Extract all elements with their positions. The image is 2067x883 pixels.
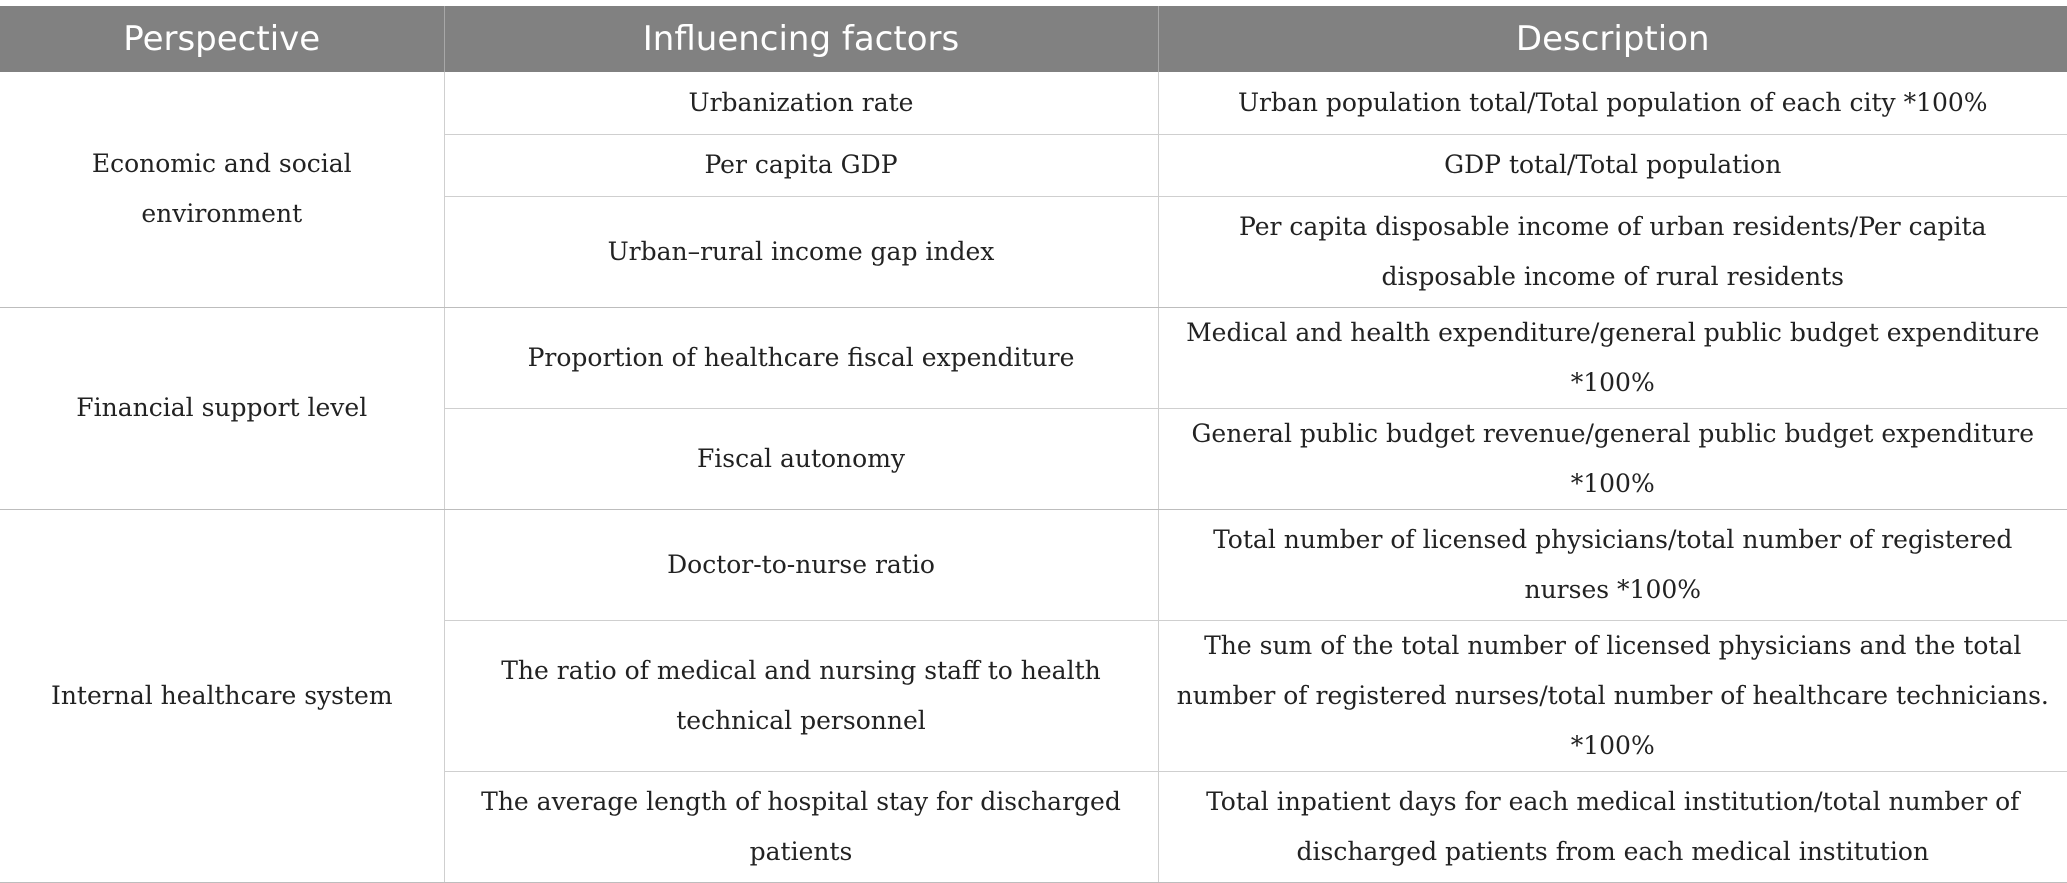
factor-cell: Fiscal autonomy <box>444 408 1158 509</box>
factor-cell: Urbanization rate <box>444 72 1158 134</box>
perspective-cell: Internal healthcare system <box>0 509 444 882</box>
factor-cell: Per capita GDP <box>444 134 1158 196</box>
table-row <box>0 72 2067 134</box>
perspective-cell: Economic and social environment <box>0 72 444 307</box>
factor-cell: Urban–rural income gap index <box>444 196 1158 307</box>
header-description: Description <box>1158 6 2067 72</box>
description-cell: Medical and health expenditure/general public budget expenditure *100% <box>1158 307 2067 408</box>
factor-cell: The ratio of medical and nursing staff to health technical personnel <box>444 620 1158 771</box>
influencing-factors-table <box>0 6 2067 883</box>
influencing-factors-table-container <box>0 6 2067 883</box>
factor-cell: The average length of hospital stay for discharged patients <box>444 771 1158 882</box>
perspective-cell: Financial support level <box>0 307 444 509</box>
description-cell: Urban population total/Total population of each city *100% <box>1158 72 2067 134</box>
description-cell: GDP total/Total population <box>1158 134 2067 196</box>
description-cell: Per capita disposable income of urban residents/Per capita disposable income of rural residents <box>1158 196 2067 307</box>
description-cell: Total number of licensed physicians/total number of registered nurses *100% <box>1158 509 2067 620</box>
table-body <box>0 72 2067 882</box>
header-perspective: Perspective <box>0 6 444 72</box>
table-row <box>0 509 2067 620</box>
table-row <box>0 307 2067 408</box>
factor-cell: Doctor-to-nurse ratio <box>444 509 1158 620</box>
description-cell: General public budget revenue/general public budget expenditure *100% <box>1158 408 2067 509</box>
header-row <box>0 6 2067 72</box>
table-header <box>0 6 2067 72</box>
description-cell: Total inpatient days for each medical institution/total number of discharged patients from each medical institution <box>1158 771 2067 882</box>
factor-cell: Proportion of healthcare fiscal expenditure <box>444 307 1158 408</box>
header-influencing-factors: Influencing factors <box>444 6 1158 72</box>
description-cell: The sum of the total number of licensed physicians and the total number of registered nurses/total number of healthcare technicians. *100% <box>1158 620 2067 771</box>
